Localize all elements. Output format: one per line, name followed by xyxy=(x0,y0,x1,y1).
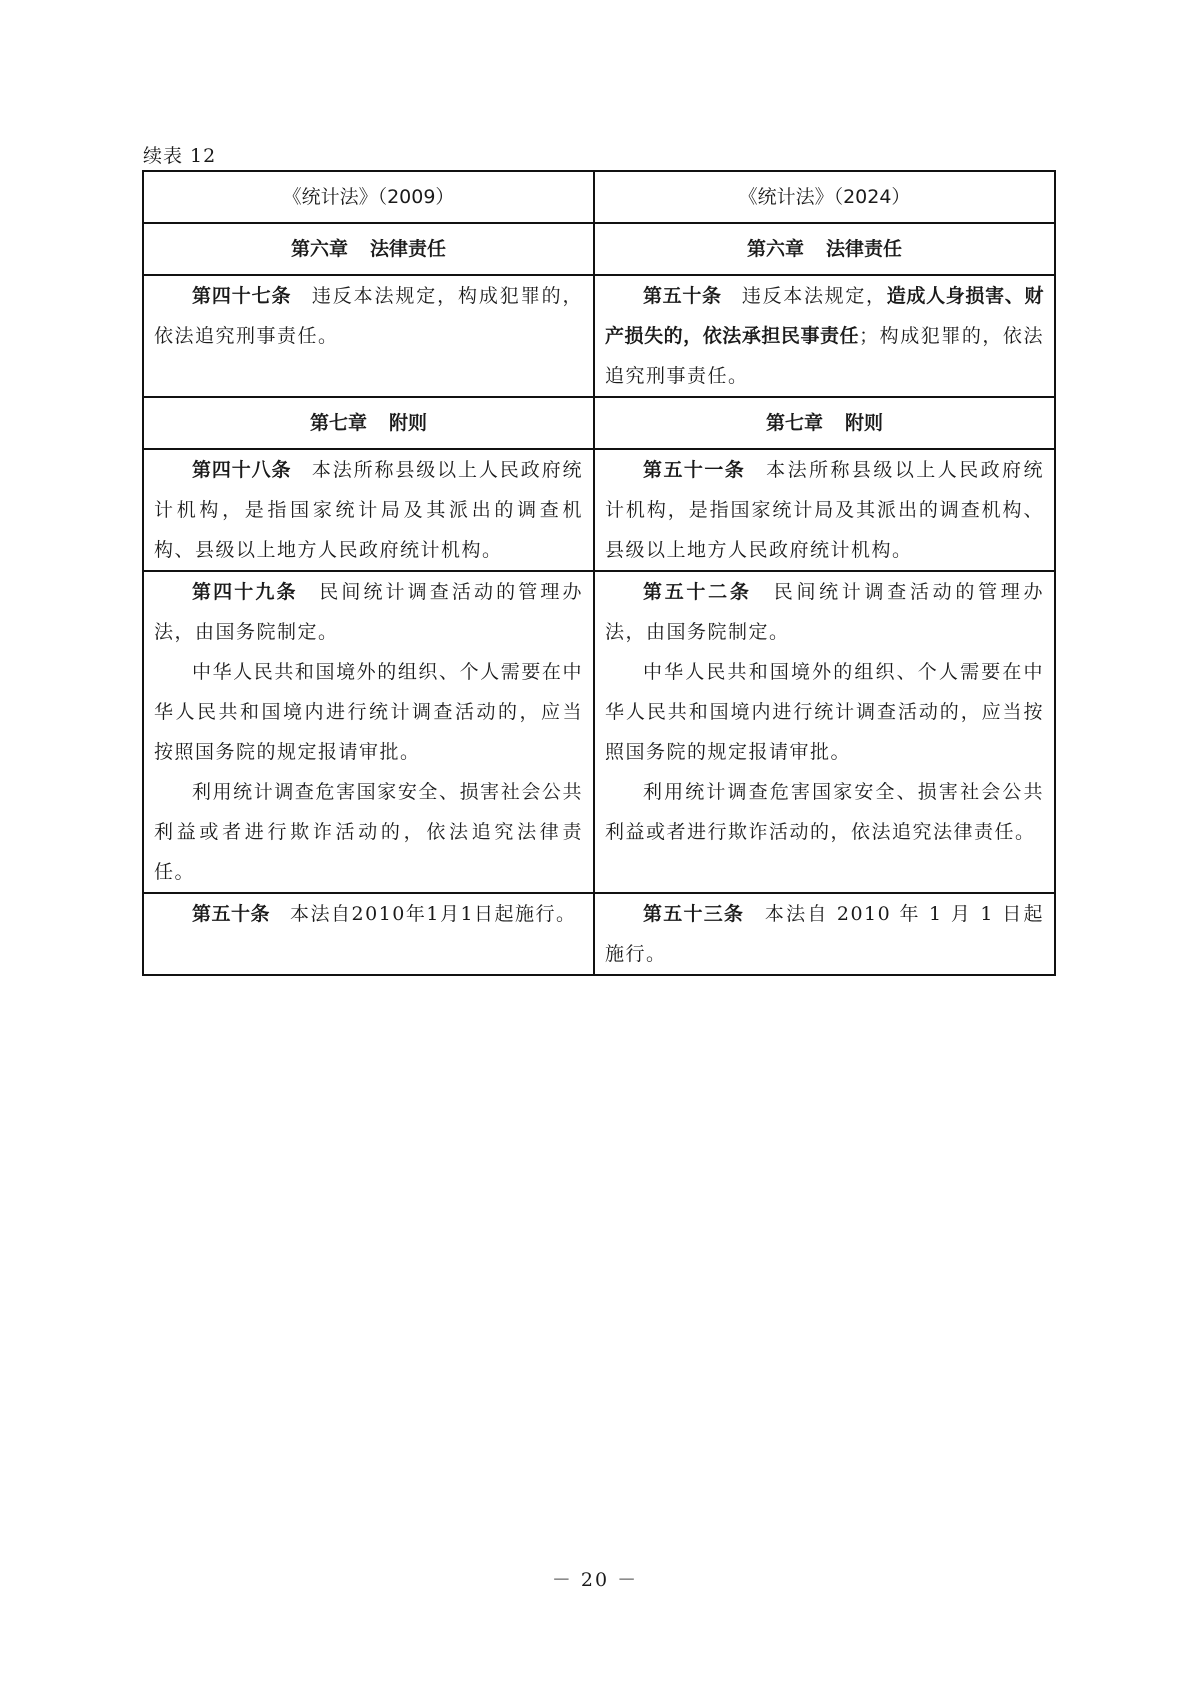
article-number: 第四十八条 xyxy=(192,459,292,481)
table-row xyxy=(143,275,1055,397)
article-cell-left xyxy=(143,275,594,397)
article-cell-right xyxy=(594,571,1055,893)
law-comparison-table xyxy=(142,170,1056,976)
chapter-title: 附则 xyxy=(845,412,884,434)
chapter-label: 第六章 xyxy=(290,238,348,260)
table-row xyxy=(143,571,1055,893)
article-number: 第五十三条 xyxy=(643,903,745,925)
article-cell-left xyxy=(143,893,594,975)
article-paragraph xyxy=(154,894,583,934)
chapter-row xyxy=(143,397,1055,449)
table-row xyxy=(143,449,1055,571)
chapter-label: 第七章 xyxy=(309,412,367,434)
header-2024: 《统计法》（2024） xyxy=(594,171,1055,223)
chapter-heading-left xyxy=(143,397,594,449)
article-cell-left xyxy=(143,449,594,571)
chapter-label: 第七章 xyxy=(765,412,823,434)
article-paragraph xyxy=(605,450,1044,570)
table-header-row xyxy=(143,171,1055,223)
article-text: 违反本法规定， xyxy=(741,285,887,307)
article-text: 本法所称县级以上人民政府统计机构，是指国家统计局及其派出的调查机构、县级以上地方人民政府统计机构。 xyxy=(605,459,1044,561)
article-text: 本法自 2010 年 1 月 1 日起施行。 xyxy=(605,903,1044,965)
article-cell-right xyxy=(594,449,1055,571)
article-number: 第五十一条 xyxy=(643,459,746,481)
amended-text-emphasis: 造成人身损害、财产损失的，依法承担民事责任 xyxy=(605,285,1044,347)
chapter-heading-right xyxy=(594,223,1055,275)
chapter-heading-right xyxy=(594,397,1055,449)
article-number: 第四十九条 xyxy=(192,581,298,603)
article-paragraph xyxy=(154,276,583,356)
article-text: 民间统计调查活动的管理办法，由国务院制定。 xyxy=(605,581,1044,643)
article-paragraph xyxy=(605,276,1044,396)
article-cell-right xyxy=(594,275,1055,397)
article-cell-right xyxy=(594,893,1055,975)
article-cell-left xyxy=(143,571,594,893)
article-number: 第五十条 xyxy=(643,285,722,307)
table-row xyxy=(143,893,1055,975)
chapter-heading-left xyxy=(143,223,594,275)
page-number: － 20 － xyxy=(551,1569,639,1591)
article-paragraph: 利用统计调查危害国家安全、损害社会公共利益或者进行欺诈活动的，依法追究法律责任。 xyxy=(605,781,1044,843)
article-paragraph xyxy=(154,450,583,570)
article-number: 第五十二条 xyxy=(643,581,752,603)
article-text: 本法自2010年1月1日起施行。 xyxy=(290,903,577,925)
chapter-title: 法律责任 xyxy=(826,238,903,260)
chapter-title: 法律责任 xyxy=(370,238,447,260)
chapter-title: 附则 xyxy=(389,412,428,434)
article-paragraph xyxy=(605,894,1044,974)
article-text: 民间统计调查活动的管理办法，由国务院制定。 xyxy=(154,581,583,643)
article-paragraph: 中华人民共和国境外的组织、个人需要在中华人民共和国境内进行统计调查活动的，应当按照国务院的规定报请审批。 xyxy=(154,661,583,763)
article-number: 第五十条 xyxy=(192,903,271,925)
chapter-label: 第六章 xyxy=(746,238,804,260)
article-text: 本法所称县级以上人民政府统计机构，是指国家统计局及其派出的调查机构、县级以上地方人民政府统计机构。 xyxy=(154,459,583,561)
article-paragraph xyxy=(605,572,1044,652)
article-paragraph xyxy=(154,572,583,652)
article-text: 违反本法规定，构成犯罪的，依法追究刑事责任。 xyxy=(154,285,583,347)
header-2009: 《统计法》（2009） xyxy=(143,171,594,223)
chapter-row xyxy=(143,223,1055,275)
article-paragraph: 利用统计调查危害国家安全、损害社会公共利益或者进行欺诈活动的，依法追究法律责任。 xyxy=(154,781,583,883)
article-number: 第四十七条 xyxy=(192,285,292,307)
article-text: ；构成犯罪的，依法追究刑事责任。 xyxy=(605,325,1044,387)
article-paragraph: 中华人民共和国境外的组织、个人需要在中华人民共和国境内进行统计调查活动的，应当按照国务院的规定报请审批。 xyxy=(605,661,1044,763)
table-caption: 续表 12 xyxy=(143,145,217,167)
